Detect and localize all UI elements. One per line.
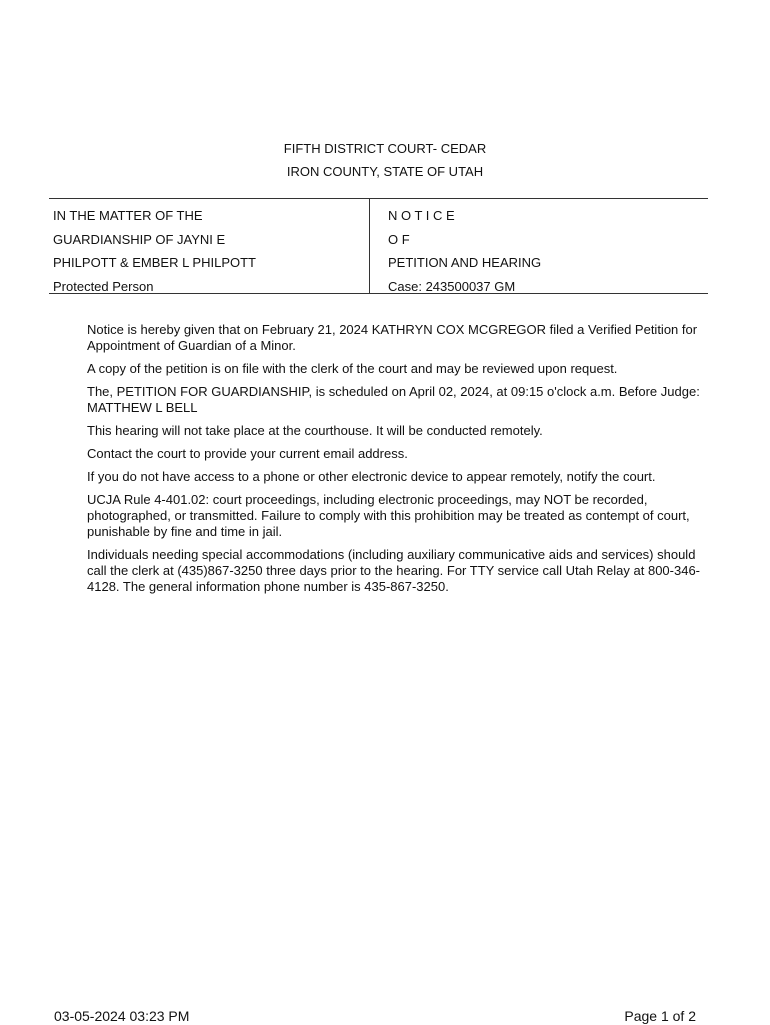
notice-body bbox=[87, 322, 705, 602]
caption-parties bbox=[53, 204, 256, 298]
caption-divider bbox=[369, 199, 370, 293]
notice-paragraph: Notice is hereby given that on February 21, 2024 KATHRYN COX MCGREGOR filed a Verified Petition for Appointment of Guardian of a Minor. bbox=[87, 322, 698, 353]
caption-party-line: PHILPOTT & EMBER L PHILPOTT bbox=[53, 255, 256, 270]
notice-title-line: O F bbox=[388, 231, 410, 247]
court-name: FIFTH DISTRICT COURT- CEDAR bbox=[283, 141, 487, 156]
notice-paragraph: UCJA Rule 4-401.02: court proceedings, including electronic proceedings, may NOT be recorded, photographed, or transmitted. Failure to comply with this prohibition may be treated as contempt of court, punishable by fine and time in jail. bbox=[87, 492, 690, 539]
case-number: Case: 243500037 GM bbox=[388, 278, 516, 294]
notice-paragraph: This hearing will not take place at the courthouse. It will be conducted remotely. bbox=[87, 423, 543, 438]
footer-page-number: Page 1 of 2 bbox=[624, 1008, 696, 1024]
court-header bbox=[0, 137, 770, 183]
notice-title-line: N O T I C E bbox=[388, 208, 455, 223]
court-county-state: IRON COUNTY, STATE OF UTAH bbox=[286, 164, 484, 179]
notice-paragraph: Contact the court to provide your current email address. bbox=[87, 446, 408, 461]
caption-notice-title bbox=[388, 204, 541, 298]
notice-paragraph: If you do not have access to a phone or other electronic device to appear remotely, notify the court. bbox=[87, 469, 656, 484]
footer-timestamp: 03-05-2024 03:23 PM bbox=[54, 1008, 190, 1024]
caption-party-line: GUARDIANSHIP OF JAYNI E bbox=[53, 231, 226, 247]
notice-paragraph: Individuals needing special accommodations (including auxiliary communicative aids and services) should call the clerk at (435)867-3250 three days prior to the hearing. For TTY service call Utah Relay at 800-346-4128. The general information phone number is 435-867-3250. bbox=[87, 547, 700, 594]
caption-party-line: IN THE MATTER OF THE bbox=[53, 208, 203, 223]
caption-party-role: Protected Person bbox=[53, 278, 154, 294]
notice-paragraph: The, PETITION FOR GUARDIANSHIP, is scheduled on April 02, 2024, at 09:15 o'clock a.m. Before Judge: MATTHEW L BELL bbox=[87, 384, 700, 415]
case-caption bbox=[49, 198, 708, 294]
notice-paragraph: A copy of the petition is on file with the clerk of the court and may be reviewed upon request. bbox=[87, 361, 618, 376]
notice-title-line: PETITION AND HEARING bbox=[388, 255, 542, 270]
